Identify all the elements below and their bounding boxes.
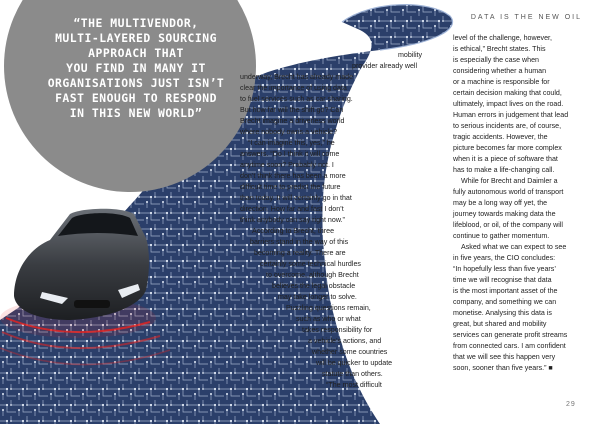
text-line: But how far will the shift go? Can bbox=[240, 106, 344, 114]
text-line: Asked what we can expect to see bbox=[461, 243, 567, 251]
text-line: “In hopefully less than five years’ bbox=[453, 265, 556, 273]
text-line: may be a long way off yet, the bbox=[453, 199, 548, 207]
text-line: barriers stand in the way of this bbox=[250, 238, 349, 246]
text-line: fully autonomous world of transport bbox=[453, 188, 564, 196]
text-line: time we will recognise that data bbox=[453, 276, 552, 284]
text-line: tragic accidents. However, the bbox=[453, 133, 548, 141]
text-line: don’t think there has been a more bbox=[240, 172, 346, 180]
text-line: ultimately, impact lives on the road. bbox=[453, 100, 564, 108]
text-line: certain decision making that could, bbox=[453, 89, 562, 97]
text-line: mobility bbox=[398, 51, 423, 59]
text-line: whether some countries bbox=[312, 348, 388, 356]
text-line: While for Brecht and Daimler a bbox=[461, 177, 558, 185]
pull-quote-line: FAST ENOUGH TO RESPOND bbox=[55, 91, 217, 105]
text-line: anytime soon? Probably not. I bbox=[240, 161, 334, 169]
pull-quote-line: “THE MULTIVENDOR, bbox=[73, 16, 199, 30]
right-column bbox=[453, 22, 581, 374]
text-line: than today. It will certainly go in that bbox=[240, 194, 352, 202]
pull-quote bbox=[24, 16, 248, 121]
text-line: that we will see this happen very bbox=[453, 353, 556, 361]
text-line: to overcome, although Brecht bbox=[266, 271, 359, 279]
text-line: services can generate profit streams bbox=[453, 331, 568, 339]
text-line: “I can imagine this, yes,” he bbox=[248, 139, 335, 147]
text-line: continue to gather momentum. bbox=[453, 232, 550, 240]
text-line: becoming a reality. There are bbox=[254, 249, 346, 257]
text-line: Human errors in judgement that lead bbox=[453, 111, 569, 119]
text-line: has to make a life-changing call. bbox=[453, 166, 555, 174]
text-line: statute than others. bbox=[322, 370, 383, 378]
text-line: great, but shared and mobility bbox=[453, 320, 547, 328]
pull-quote-line: ORGANISATIONS JUST ISN’T bbox=[47, 76, 225, 90]
pull-quote-line: APPROACH THAT bbox=[88, 46, 184, 60]
text-line: provider already well bbox=[352, 62, 418, 70]
text-line: company, and something we can bbox=[453, 298, 557, 306]
text-line: answers. “Do I think it will come bbox=[240, 150, 340, 158]
text-line: a vehicle’s actions, and bbox=[308, 337, 382, 345]
text-line: where nobody owns a vehicle? bbox=[240, 128, 338, 136]
text-line: level of the challenge, however, bbox=[453, 34, 552, 42]
section-header: DATA IS THE NEW OIL bbox=[470, 14, 582, 21]
left-column bbox=[240, 50, 423, 391]
text-line: is ethical,” Brecht states. This bbox=[453, 45, 546, 53]
text-line: such as who or what bbox=[296, 315, 361, 323]
text-line: soon, sooner than five years.” ■ bbox=[453, 364, 553, 372]
text-line: According to Brecht, three bbox=[252, 227, 335, 235]
text-line: will be quicker to update bbox=[316, 359, 393, 367]
text-line: “The most difficult bbox=[326, 381, 382, 389]
text-line: when it is a piece of software that bbox=[453, 155, 558, 163]
text-line: lifeblood, or oil, of the company will bbox=[453, 221, 564, 229]
text-line: clear the importance of using data bbox=[240, 84, 347, 92]
text-line: is the most important asset of the bbox=[453, 287, 558, 295]
text-line: picture becomes far more complex bbox=[453, 144, 562, 152]
page-number: 29 bbox=[566, 401, 576, 408]
pull-quote-line: IN THIS NEW WORLD” bbox=[69, 106, 203, 120]
text-line: is especially the case when bbox=[453, 56, 539, 64]
text-line: believes the legal obstacle bbox=[272, 282, 356, 290]
text-line: to fuel services such as car sharing. bbox=[240, 95, 353, 103]
text-line: in five years, the CIO concludes: bbox=[453, 254, 556, 262]
pull-quote-line: MULTI-LAYERED SOURCING bbox=[55, 31, 217, 45]
text-line: difficult time to predict the future bbox=[240, 183, 341, 191]
text-line: considering whether a human bbox=[453, 67, 547, 75]
text-line: journey towards making data the bbox=[453, 210, 556, 218]
text-line: or a machine is responsible for bbox=[453, 78, 550, 86]
text-line: certainly some technical hurdles bbox=[260, 260, 361, 268]
text-line: from connected cars. I am confident bbox=[453, 342, 566, 350]
text-line: may take longer to solve. bbox=[278, 293, 357, 301]
pull-quote-line: YOU FIND IN MANY IT bbox=[66, 61, 206, 75]
text-line: underway, Brecht has already made bbox=[240, 73, 354, 81]
text-line: to serious incidents are, of course, bbox=[453, 122, 562, 130]
text-line: Puzzling questions remain, bbox=[286, 304, 371, 312]
text-line: think anybody can say right now.” bbox=[240, 216, 345, 224]
text-line: takes responsibility for bbox=[302, 326, 373, 334]
text-line: direction. How far and fast I don’t bbox=[240, 205, 344, 213]
text-line: Brecht imagine a driverless world bbox=[240, 117, 345, 125]
text-line: monetise. Analysing this data is bbox=[453, 309, 552, 317]
